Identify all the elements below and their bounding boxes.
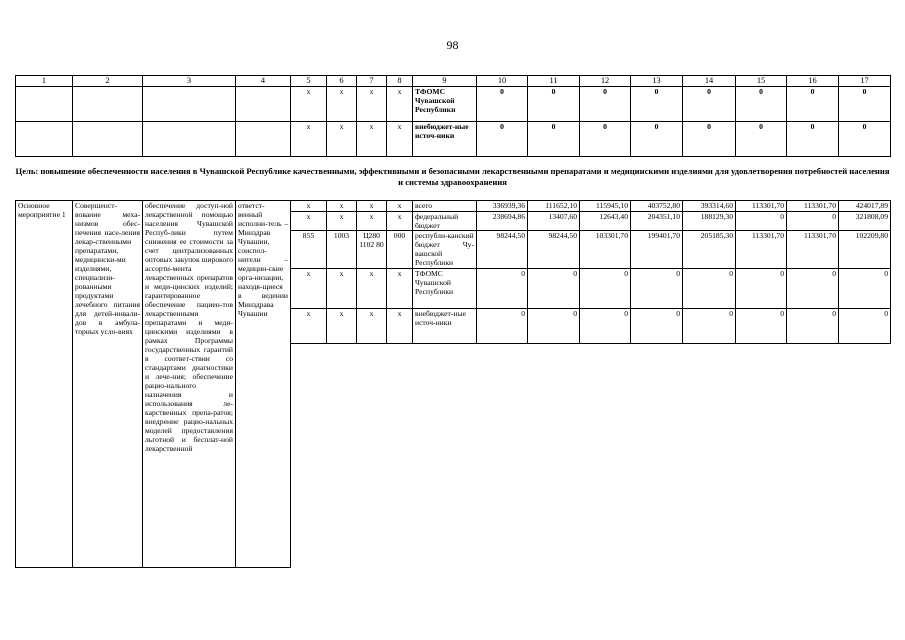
value-cell: 113301,70 — [787, 201, 839, 212]
value-cell: 0 — [580, 308, 631, 344]
value-cell: 103301,70 — [580, 231, 631, 269]
value-cell: 0 — [528, 269, 580, 309]
empty-cell — [236, 122, 291, 157]
value-cell: 113301,70 — [736, 201, 787, 212]
column-number: 4 — [236, 76, 291, 87]
code-cell: x — [387, 308, 413, 344]
value-cell: 0 — [736, 87, 787, 122]
expected-results-cell: обеспечение доступ-ной лекарственной помощью населения Чувашской Респуб-лики путем снижения ее стоимости за счет централизованных оптовых закупок широкого ассорти-мента лекарственных препаратов и меди-цинских изделий; гарантированное обеспечение пациен-тов лекарственными препаратами и меди-цинскими изделиями в рамках Программы государственных гарантий в соответ-ствии со стандартами диагностики и лече-ния; обеспечение рацио-нального назначения и использования ле-карственных препа-ратов; внедрение рацио-нальных моделей предоставления льготной и бесплат-ной лекарственной — [143, 201, 236, 568]
funding-source-cell: ТФОМС Чувашской Республики — [413, 269, 477, 309]
value-cell: 0 — [736, 308, 787, 344]
code-cell: x — [291, 308, 327, 344]
value-cell: 0 — [631, 122, 683, 157]
empty-cell — [16, 122, 73, 157]
code-cell: x — [327, 269, 357, 309]
value-cell: 0 — [580, 122, 631, 157]
value-cell: 188129,30 — [683, 212, 736, 231]
column-number: 11 — [528, 76, 580, 87]
code-cell: x — [327, 87, 357, 122]
funding-source-cell: республи-канский бюджет Чу-вашской Республики — [413, 231, 477, 269]
value-cell: 0 — [528, 308, 580, 344]
value-cell: 205185,30 — [683, 231, 736, 269]
value-cell: 98244,50 — [528, 231, 580, 269]
value-cell: 0 — [839, 308, 891, 344]
value-cell: 98244,50 — [477, 231, 528, 269]
code-cell: x — [327, 308, 357, 344]
code-cell: x — [387, 212, 413, 231]
value-cell: 0 — [787, 87, 839, 122]
main-table — [15, 200, 891, 568]
column-number-row — [16, 76, 891, 87]
table-row — [16, 87, 891, 122]
code-cell: x — [357, 201, 387, 212]
event-type-cell: Основное мероприятие 1 — [16, 201, 73, 568]
funding-source-cell: ТФОМС Чувашской Республики — [413, 87, 477, 122]
code-cell: x — [387, 201, 413, 212]
code-cell: x — [357, 212, 387, 231]
value-cell: 0 — [477, 269, 528, 309]
value-cell: 0 — [580, 87, 631, 122]
goal-heading: Цель: повышение обеспеченности населения в Чувашской Республике качественными, эффективными и безопасными лекарственными препаратами и медицинскими изделиями для удовлетворения потребностей населения и системы здравоохранения — [15, 166, 890, 187]
value-cell: 0 — [631, 269, 683, 309]
code-cell: x — [387, 87, 413, 122]
value-cell: 13407,60 — [528, 212, 580, 231]
code-cell: x — [291, 122, 327, 157]
value-cell: 0 — [631, 308, 683, 344]
column-number: 2 — [73, 76, 143, 87]
column-number: 9 — [413, 76, 477, 87]
value-cell: 0 — [736, 122, 787, 157]
value-cell: 204351,10 — [631, 212, 683, 231]
value-cell: 0 — [477, 87, 528, 122]
value-cell: 0 — [787, 212, 839, 231]
funding-source-cell: федеральный бюджет — [413, 212, 477, 231]
value-cell: 0 — [683, 308, 736, 344]
column-number: 5 — [291, 76, 327, 87]
value-cell: 238694,86 — [477, 212, 528, 231]
empty-cell — [143, 87, 236, 122]
value-cell: 0 — [839, 122, 891, 157]
value-cell: 336939,36 — [477, 201, 528, 212]
value-cell: 0 — [683, 87, 736, 122]
code-cell: x — [387, 269, 413, 309]
responsible-cell: ответст-венный исполни-тель – Минздрав Чувашии, соиспол-нители – медицин-ские орга-низации, находя-щиеся в ведении Минздрава Чувашии — [236, 201, 291, 568]
value-cell: 393314,60 — [683, 201, 736, 212]
funding-source-cell: внебюджет-ные источ-ники — [413, 308, 477, 344]
value-cell: 0 — [787, 308, 839, 344]
value-cell: 0 — [736, 212, 787, 231]
value-cell: 0 — [736, 269, 787, 309]
page-number: 98 — [446, 38, 459, 52]
empty-cell — [16, 87, 73, 122]
code-cell: x — [387, 122, 413, 157]
code-cell: x — [291, 201, 327, 212]
value-cell: 113301,70 — [736, 231, 787, 269]
value-cell: 0 — [631, 87, 683, 122]
code-cell: x — [291, 87, 327, 122]
empty-cell — [73, 87, 143, 122]
code-cell: x — [327, 122, 357, 157]
value-cell: 12643,40 — [580, 212, 631, 231]
top-table — [15, 75, 891, 157]
value-cell: 0 — [683, 269, 736, 309]
value-cell: 115945,10 — [580, 201, 631, 212]
code-cell: 000 — [387, 231, 413, 269]
value-cell: 111652,10 — [528, 201, 580, 212]
event-name-cell: Совершенст-вование меха-низмов обес-печения насе-ления лекар-ственными препаратами, медицински-ми изделиями, специализи-рованными продуктами лечебного питания для детей-инвали-дов в амбула-торных усло-виях — [73, 201, 143, 568]
table-row — [16, 201, 891, 212]
code-cell: x — [357, 87, 387, 122]
value-cell: 0 — [839, 87, 891, 122]
column-number: 16 — [787, 76, 839, 87]
value-cell: 0 — [528, 87, 580, 122]
value-cell: 424017,89 — [839, 201, 891, 212]
empty-cell — [143, 122, 236, 157]
value-cell: 321808,09 — [839, 212, 891, 231]
value-cell: 0 — [477, 308, 528, 344]
code-cell: x — [327, 201, 357, 212]
funding-source-cell: внебюджет-ные источ-ники — [413, 122, 477, 157]
value-cell: 199401,70 — [631, 231, 683, 269]
value-cell: 0 — [787, 269, 839, 309]
value-cell: 0 — [839, 269, 891, 309]
column-number: 14 — [683, 76, 736, 87]
code-cell: x — [291, 212, 327, 231]
value-cell: 102209,80 — [839, 231, 891, 269]
code-cell: 1003 — [327, 231, 357, 269]
column-number: 10 — [477, 76, 528, 87]
table-row — [16, 122, 891, 157]
value-cell: 0 — [580, 269, 631, 309]
column-number: 7 — [357, 76, 387, 87]
empty-cell — [236, 87, 291, 122]
column-number: 3 — [143, 76, 236, 87]
column-number: 8 — [387, 76, 413, 87]
value-cell: 113301,70 — [787, 231, 839, 269]
code-cell: Ц280 1102 80 — [357, 231, 387, 269]
code-cell: 855 — [291, 231, 327, 269]
code-cell: x — [327, 212, 357, 231]
code-cell: x — [357, 122, 387, 157]
column-number: 1 — [16, 76, 73, 87]
value-cell: 0 — [787, 122, 839, 157]
column-number: 13 — [631, 76, 683, 87]
empty-cell — [73, 122, 143, 157]
value-cell: 0 — [528, 122, 580, 157]
code-cell: x — [357, 308, 387, 344]
code-cell: x — [357, 269, 387, 309]
column-number: 17 — [839, 76, 891, 87]
value-cell: 0 — [477, 122, 528, 157]
column-number: 15 — [736, 76, 787, 87]
column-number: 6 — [327, 76, 357, 87]
funding-source-cell: всего — [413, 201, 477, 212]
value-cell: 0 — [683, 122, 736, 157]
code-cell: x — [291, 269, 327, 309]
column-number: 12 — [580, 76, 631, 87]
value-cell: 403752,80 — [631, 201, 683, 212]
